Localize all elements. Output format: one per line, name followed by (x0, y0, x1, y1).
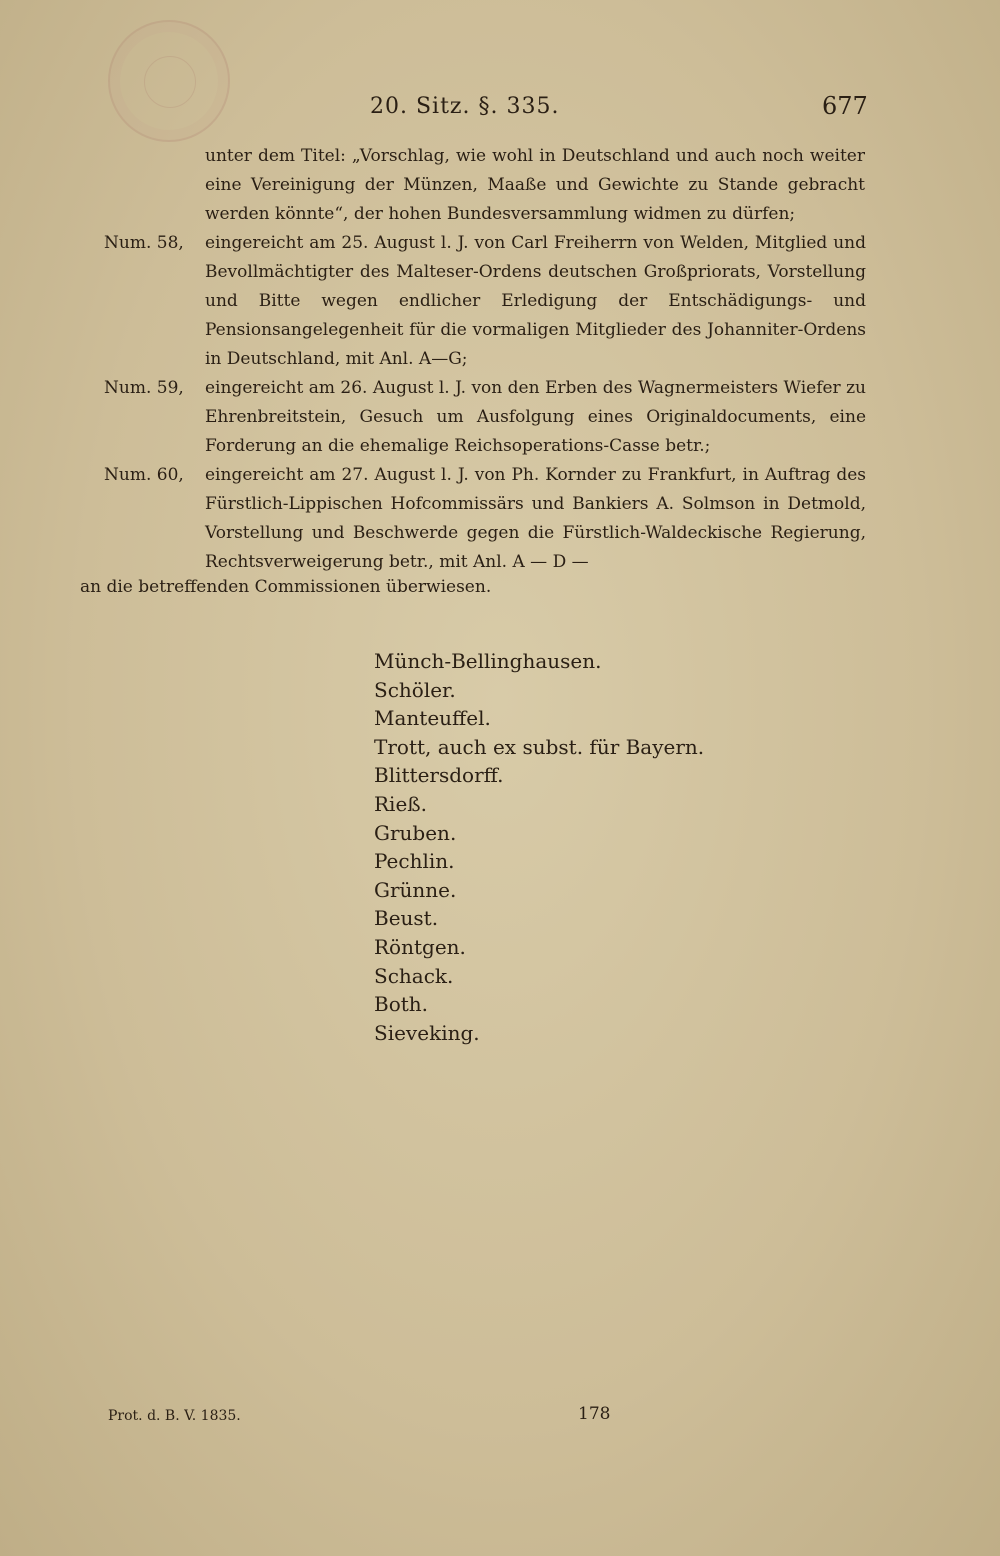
signatory: Manteuffel. (374, 706, 491, 731)
library-stamp-icon (108, 20, 230, 142)
signatory-list (374, 647, 704, 1047)
signatory: Sieveking. (374, 1020, 480, 1045)
entry-number: Num. 60, (104, 465, 184, 485)
entry-number: Num. 58, (104, 233, 184, 253)
entry-60 (104, 461, 866, 577)
entry-number: Num. 59, (104, 378, 184, 398)
closing-line: an die betreffenden Commissionen überwiesen. (80, 577, 492, 597)
signatory: Beust. (374, 906, 439, 931)
signatory: Schöler. (374, 677, 456, 702)
signatory: Münch-Bellinghausen. (374, 649, 602, 673)
signatory: Blittersdorff. (374, 763, 504, 788)
signatory: Schack. (374, 963, 454, 988)
footer-sheet-number: 178 (578, 1404, 611, 1424)
entry-59 (104, 374, 866, 461)
entry-text: eingereicht am 25. August l. J. von Carl Freiherrn von Welden, Mitglied und Bevollmächtigter des Malteser-Ordens deutschen Großpriorats, Vorstellung und Bitte wegen endlicher Erledigung der Entschädigungs- und Pensionsangelegenheit für die vormaligen Mitglieder des Johanniter-Ordens in Deutschland, mit Anl. A—G; (205, 233, 866, 369)
signatory: Trott, auch ex subst. für Bayern. (374, 734, 705, 759)
footer-signature: Prot. d. B. V. 1835. (108, 1408, 241, 1424)
intro-paragraph: unter dem Titel: „Vorschlag, wie wohl in Deutschland und auch noch weiter eine Vereinigung der Münzen, Maaße und Gewichte zu Stande gebracht werden könnte“, der hohen Bundesversammlung widmen zu dürfen; (205, 146, 865, 224)
signatory: Gruben. (374, 820, 457, 845)
entry-58 (104, 229, 866, 374)
entry-text: eingereicht am 26. August l. J. von den Erben des Wagnermeisters Wiefer zu Ehrenbreitstein, Gesuch um Ausfolgung eines Originaldocuments, eine Forderung an die ehemalige Reichsoperations-Casse betr.; (205, 378, 866, 456)
signatory: Rieß. (374, 791, 428, 816)
entry-text: eingereicht am 27. August l. J. von Ph. Kornder zu Frankfurt, in Auftrag des Fürstlich-Lippischen Hofcommissärs und Bankiers A. Solmson in Detmold, Vorstellung und Beschwerde gegen die Fürstlich-Waldeckische Regierung, Rechtsverweigerung betr., mit Anl. A — D — (205, 465, 866, 572)
signatory: Röntgen. (374, 934, 466, 959)
signatory: Pechlin. (374, 849, 455, 874)
signatory: Grünne. (374, 877, 457, 902)
running-head: 20. Sitz. §. 335. (370, 94, 560, 119)
signatory: Both. (374, 992, 429, 1017)
page-number: 677 (822, 92, 868, 120)
